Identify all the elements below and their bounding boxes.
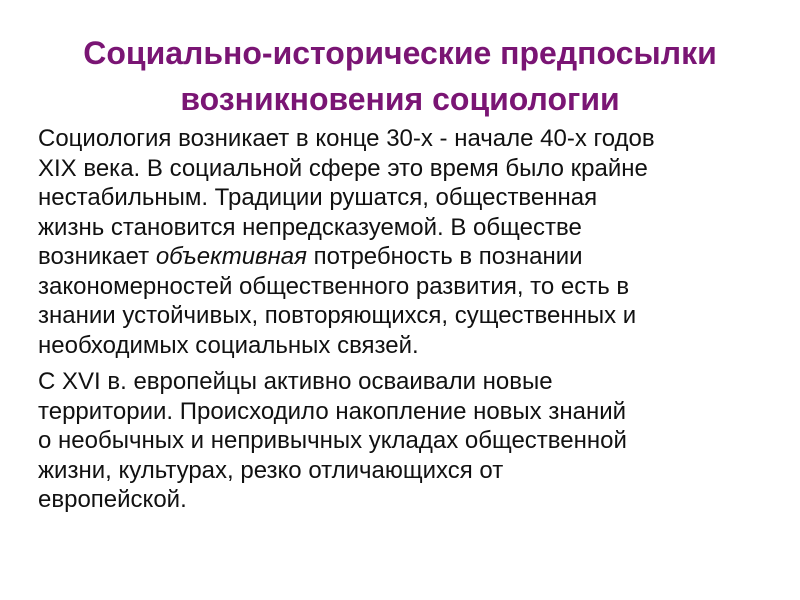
paragraph-1-line-2: XIX века. В социальной сфере это время было крайне <box>38 154 648 182</box>
paragraph-1-line-5-before: возникает <box>38 243 156 270</box>
slide-title-line-2: возникновения социологии <box>180 81 620 117</box>
paragraph-1-line-4: жизнь становится непредсказуемой. В обществе <box>38 213 582 241</box>
slide-body <box>38 124 776 515</box>
paragraph-2-line-5: европейской. <box>38 486 187 513</box>
paragraph-2-line-1: С XVI в. европейцы активно осваивали новые <box>38 368 553 395</box>
paragraph-1 <box>38 124 776 360</box>
paragraph-1-line-1: Социология возникает в конце 30-х - начале 40-х годов <box>38 125 655 152</box>
paragraph-1-line-5-after: потребность в познании <box>306 243 583 270</box>
paragraph-2 <box>38 367 776 515</box>
paragraph-2-line-3: о необычных и непривычных укладах общественной <box>38 427 627 454</box>
emphasized-word: объективная <box>155 243 307 270</box>
paragraph-1-line-6: закономерностей общественного развития, то есть в <box>38 272 630 300</box>
paragraph-1-line-3: нестабильным. Традиции рушатся, общественная <box>38 184 598 211</box>
paragraph-1-line-5 <box>38 242 776 272</box>
paragraph-1-line-8: необходимых социальных связей. <box>38 331 419 359</box>
paragraph-1-line-7: знании устойчивых, повторяющихся, существенных и <box>38 302 637 329</box>
slide-title <box>40 30 760 122</box>
slide-title-line-1: Социально-исторические предпосылки <box>83 35 717 71</box>
paragraph-2-line-2: территории. Происходило накопление новых знаний <box>38 397 627 425</box>
paragraph-2-line-4: жизни, культурах, резко отличающихся от <box>38 456 504 484</box>
